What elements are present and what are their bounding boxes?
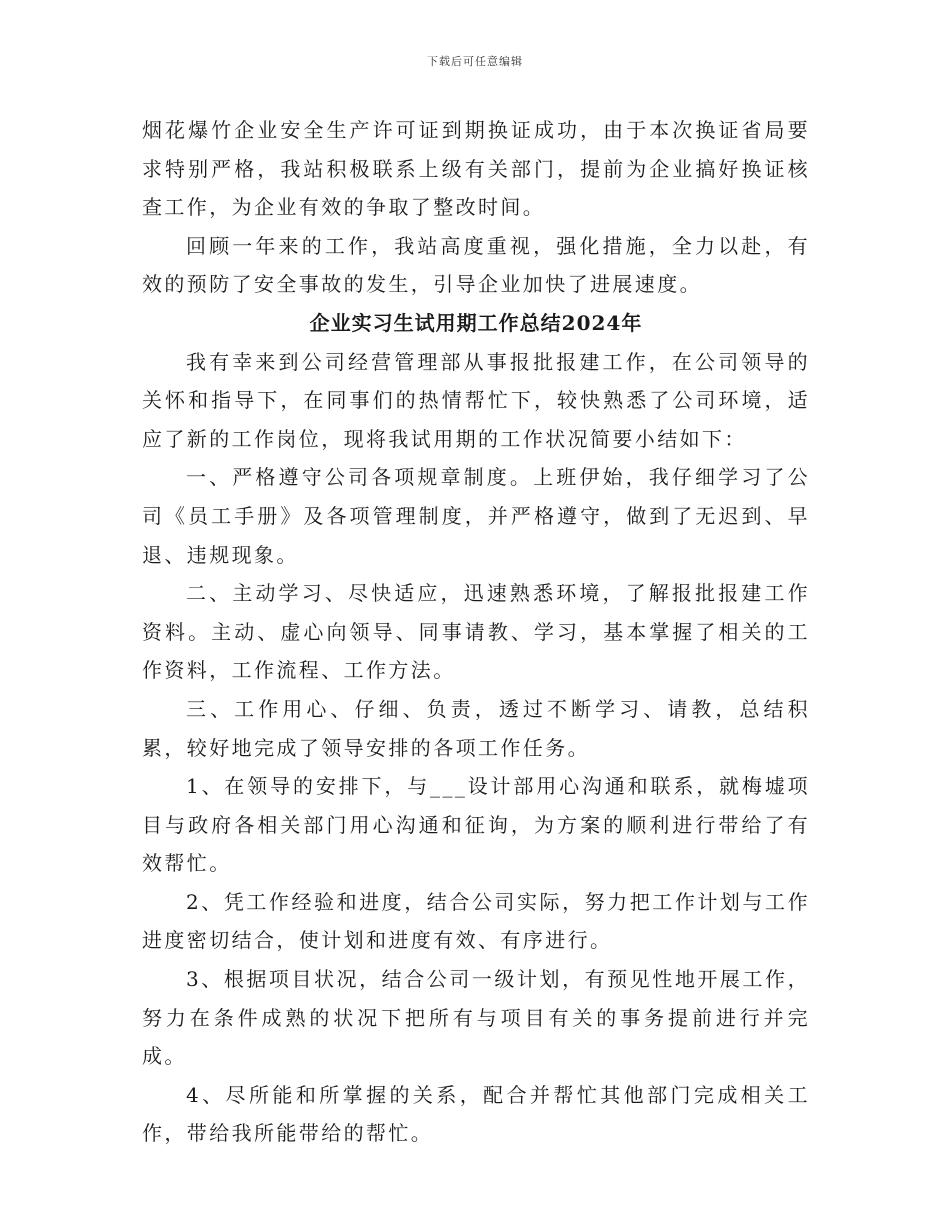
- paragraph-point-1: 一、严格遵守公司各项规章制度。上班伊始，我仔细学习了公司《员工手册》及各项管理制度，并严格遵守，做到了无迟到、早退、违规现象。: [142, 465, 810, 567]
- paragraph-review: 回顾一年来的工作，我站高度重视，强化措施，全力以赴，有效的预防了安全事故的发生，引导企业加快了进展速度。: [142, 233, 810, 297]
- paragraph-continued: 烟花爆竹企业安全生产许可证到期换证成功，由于本次换证省局要求特别严格，我站积极联系上级有关部门，提前为企业搞好换证核查工作，为企业有效的争取了整改时间。: [142, 118, 810, 220]
- paragraph-point-3: 三、工作用心、仔细、负责，透过不断学习、请教，总结积累，较好地完成了领导安排的各项工作任务。: [142, 696, 810, 760]
- paragraph-item-1: 1、在领导的安排下，与___设计部用心沟通和联系，就梅墟项目与政府各相关部门用心沟通和征询，为方案的顺利进行带给了有效帮忙。: [142, 774, 810, 876]
- paragraph-item-2: 2、凭工作经验和进度，结合公司实际，努力把工作计划与工作进度密切结合，使计划和进度有效、有序进行。: [142, 889, 810, 953]
- page-header: 下载后可任意编辑: [427, 55, 523, 68]
- section-title: 企业实习生试用期工作总结2024年: [309, 310, 643, 335]
- paragraph-item-3: 3、根据项目状况，结合公司一级计划，有预见性地开展工作，努力在条件成熟的状况下把所有与项目有关的事务提前进行并完成。: [142, 967, 810, 1069]
- paragraph-point-2: 二、主动学习、尽快适应，迅速熟悉环境，了解报批报建工作资料。主动、虚心向领导、同事请教、学习，基本掌握了相关的工作资料，工作流程、工作方法。: [142, 581, 810, 683]
- paragraph-intro: 我有幸来到公司经营管理部从事报批报建工作，在公司领导的关怀和指导下，在同事们的热情帮忙下，较快熟悉了公司环境，适应了新的工作岗位，现将我试用期的工作状况简要小结如下：: [142, 349, 810, 451]
- paragraph-item-4: 4、尽所能和所掌握的关系，配合并帮忙其他部门完成相关工作，带给我所能带给的帮忙。: [142, 1082, 810, 1146]
- document-body: [142, 111, 810, 1153]
